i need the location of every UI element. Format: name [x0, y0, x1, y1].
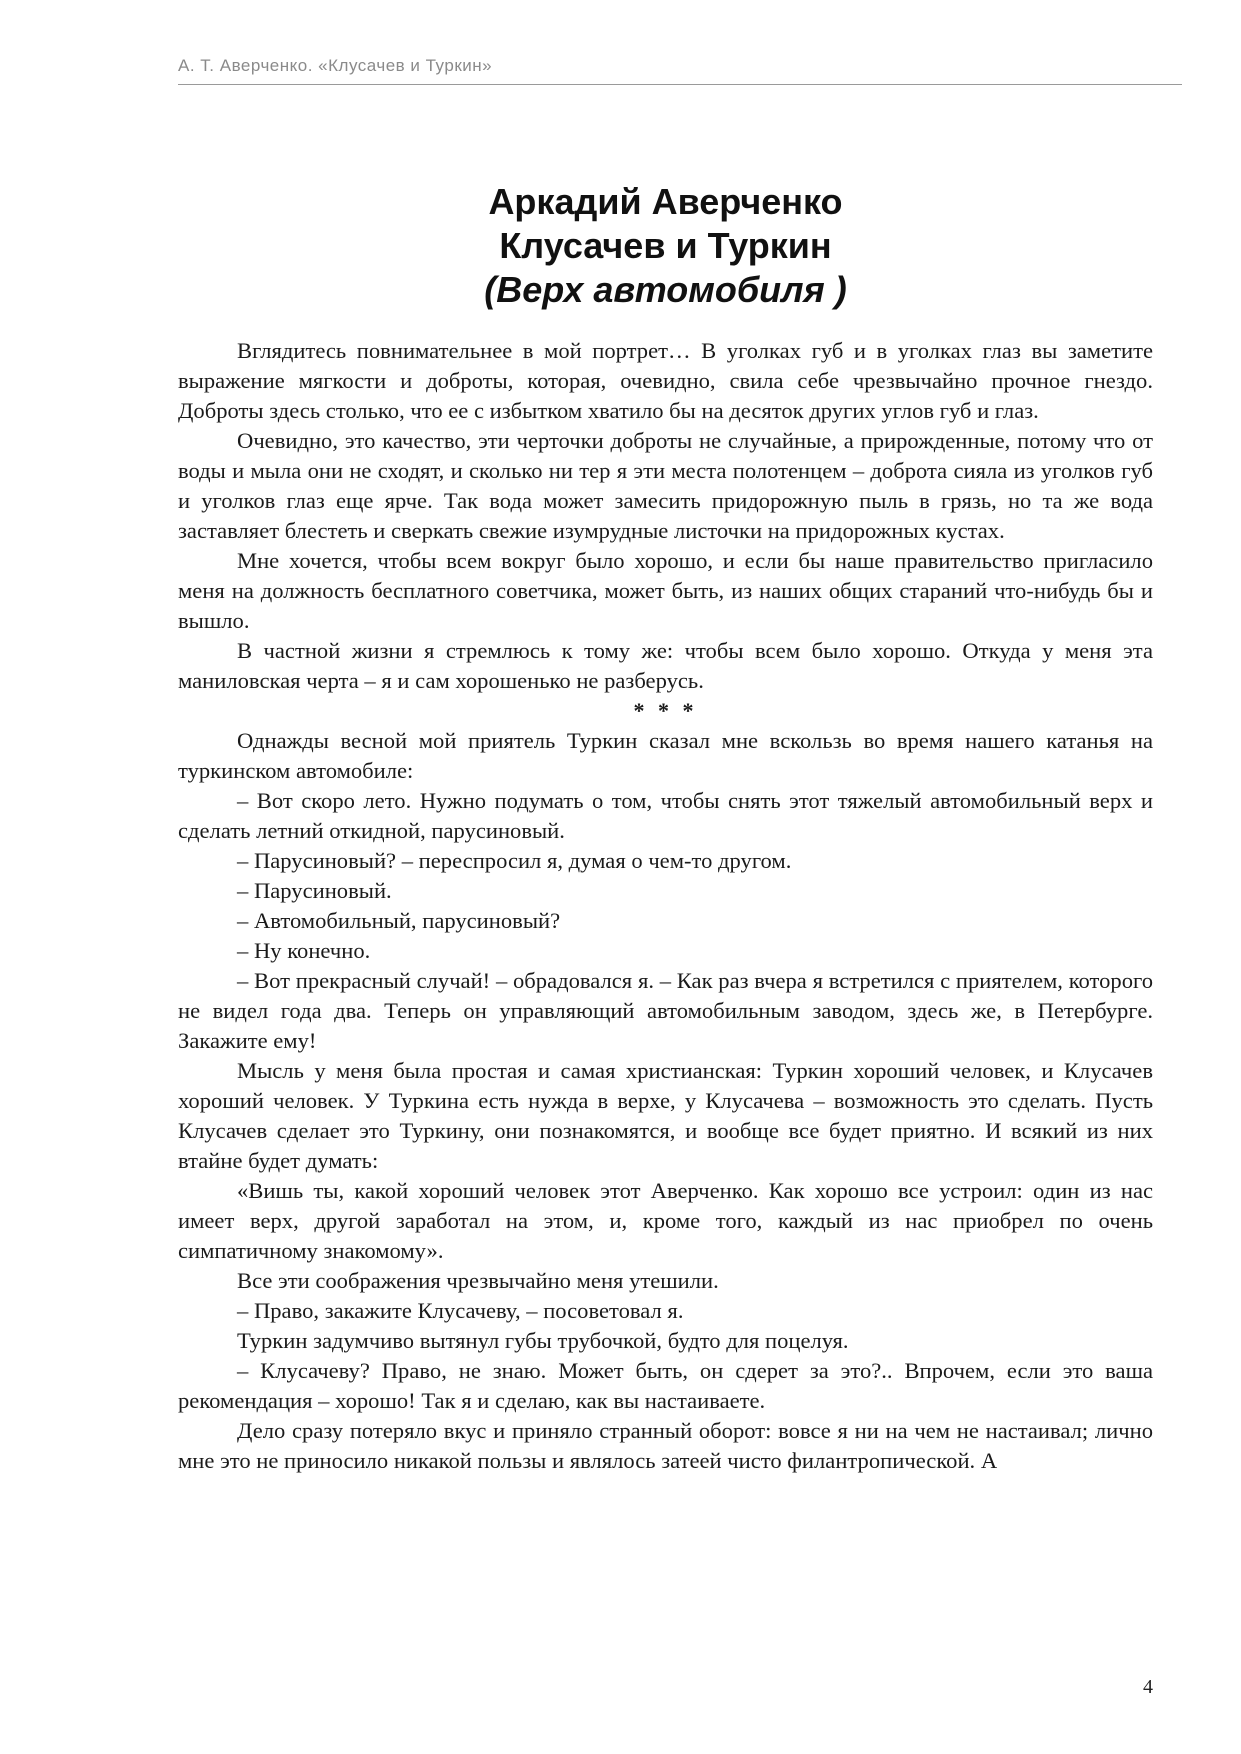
paragraph: Мысль у меня была простая и самая христианская: Туркин хороший человек, и Клусачев хороший человек. У Туркина есть нужда в верхе, у Клусачева – возможность это сделать. Пусть Клусачев сделает это Туркину, они познакомятся, и вообще все будет приятно. И всякий из них втайне будет думать: [178, 1058, 1153, 1173]
paragraph: – Парусиновый. [237, 878, 392, 903]
page-number: 4 [1143, 1676, 1153, 1698]
paragraph: Дело сразу потеряло вкус и приняло странный оборот: вовсе я ни на чем не настаивал; лично мне это не приносило никакой пользы и являлось затеей чисто филантропической. А [178, 1418, 1153, 1473]
paragraph: Вглядитесь повнимательнее в мой портрет… В уголках губ и в уголках глаз вы заметите выражение мягкости и доброты, которая, очевидно, свила себе чрезвычайно прочное гнездо. Доброты здесь столько, что ее с избытком хватило бы на десяток других углов губ и глаз. [178, 338, 1153, 423]
paragraph: – Клусачеву? Право, не знаю. Может быть, он сдерет за это?.. Впрочем, если это ваша рекомендация – хорошо! Так я и сделаю, как вы настаиваете. [178, 1358, 1153, 1413]
paragraph: «Вишь ты, какой хороший человек этот Аверченко. Как хорошо все устроил: один из нас имеет верх, другой заработал на этом, и, кроме того, каждый из нас приобрел по очень симпатичному знакомому». [178, 1178, 1153, 1263]
paragraph: – Вот прекрасный случай! – обрадовался я. – Как раз вчера я встретился с приятелем, которого не видел года два. Теперь он управляющий автомобильным заводом, здесь же, в Петербурге. Закажите ему! [178, 968, 1153, 1053]
paragraph: Все эти соображения чрезвычайно меня утешили. [237, 1268, 719, 1293]
paragraph: – Вот скоро лето. Нужно подумать о том, чтобы снять этот тяжелый автомобильный верх и сделать летний откидной, парусиновый. [178, 788, 1153, 843]
work-title: Клусачев и Туркин [499, 225, 832, 266]
paragraph: – Парусиновый? – переспросил я, думая о чем-то другом. [237, 848, 792, 873]
paragraph: – Автомобильный, парусиновый? [237, 908, 561, 933]
section-separator: * * * [633, 698, 698, 723]
paragraph: – Ну конечно. [237, 938, 371, 963]
author-name: Аркадий Аверченко [488, 181, 843, 222]
running-header: А. Т. Аверченко. «Клусачев и Туркин» [178, 56, 1182, 85]
paragraph: Туркин задумчиво вытянул губы трубочкой, будто для поцелуя. [237, 1328, 849, 1353]
title-block [178, 180, 1153, 312]
paragraph: Однажды весной мой приятель Туркин сказал мне вскользь во время нашего катанья на туркинском автомобиле: [178, 728, 1153, 783]
paragraph: Очевидно, это качество, эти черточки доброты не случайные, а прирожденные, потому что от воды и мыла они не сходят, и сколько ни тер я эти места полотенцем – доброта сияла из уголков губ и уголков глаз еще ярче. Так вода может замесить придорожную пыль в грязь, но та же вода заставляет блестеть и сверкать свежие изумрудные листочки на придорожных кустах. [178, 428, 1153, 543]
paragraph: В частной жизни я стремлюсь к тому же: чтобы всем было хорошо. Откуда у меня эта маниловская черта – я и сам хорошенько не разберусь. [178, 638, 1153, 693]
body-text [178, 336, 1153, 1476]
work-subtitle: (Верх автомобиля ) [484, 269, 847, 310]
paragraph: Мне хочется, чтобы всем вокруг было хорошо, и если бы наше правительство пригласило меня на должность бесплатного советчика, может быть, из наших общих стараний что-нибудь бы и вышло. [178, 548, 1153, 633]
paragraph: – Право, закажите Клусачеву, – посоветовал я. [237, 1298, 684, 1323]
